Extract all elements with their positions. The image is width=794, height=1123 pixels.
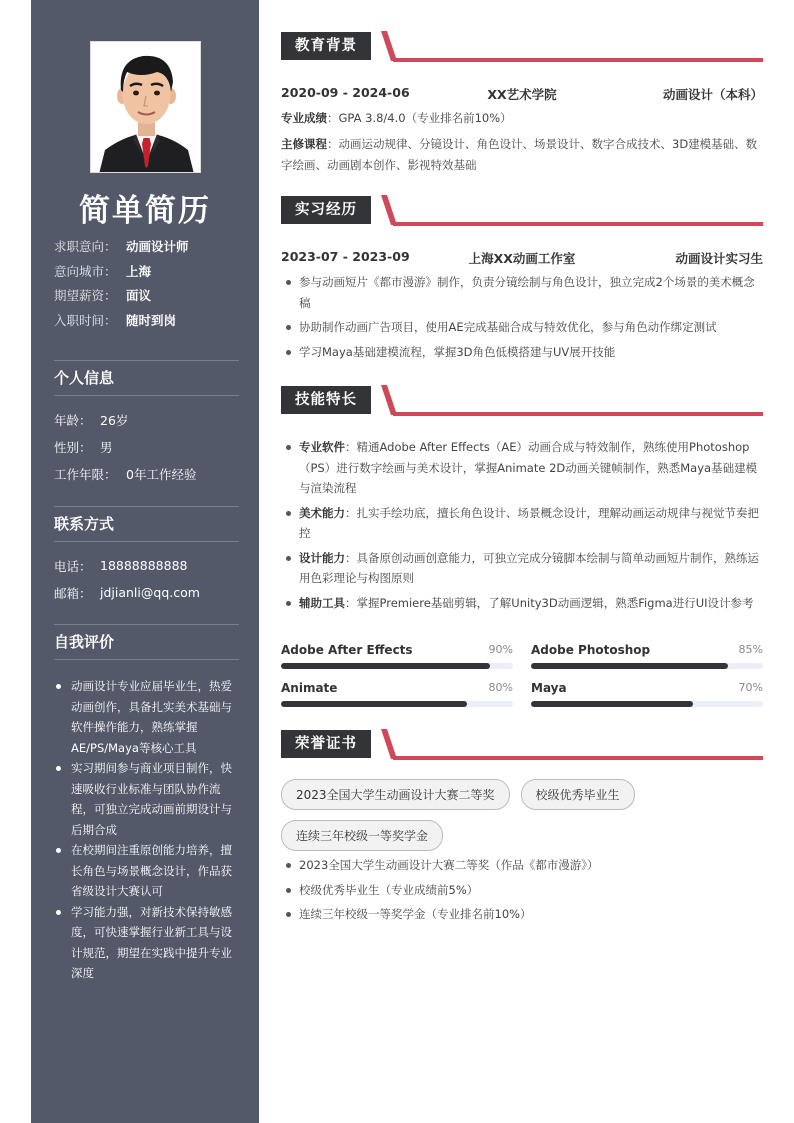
personal-info-section <box>54 360 239 487</box>
education-grade <box>281 108 763 129</box>
grade-label: 专业成绩 <box>281 111 327 125</box>
personal-info-row <box>54 406 239 433</box>
internship-section-title <box>281 196 763 226</box>
internship-date: 2023-07 - 2023-09 <box>281 249 410 264</box>
section-heading: 技能特长 <box>281 386 371 414</box>
list-item: 参与动画短片《都市漫游》制作，负责分镜绘制与角色设计，独立完成2个场景的美术概念稿 <box>281 272 763 313</box>
section-underline <box>393 412 763 416</box>
info-value: 0年工作经验 <box>126 466 197 482</box>
skills-list <box>281 437 763 617</box>
sidebar <box>31 0 259 1123</box>
honor-tags <box>281 779 763 861</box>
skill-bar-fill <box>281 701 467 707</box>
section-heading: 实习经历 <box>281 196 371 224</box>
intent-value: 面议 <box>126 288 152 303</box>
skill-bar-track <box>531 701 763 707</box>
phone-value: 18888888888 <box>100 558 188 573</box>
list-item <box>281 503 763 544</box>
intent-key: 入职时间： <box>54 312 117 328</box>
intent-key: 意向城市： <box>54 263 117 279</box>
intent-value: 动画设计师 <box>126 239 189 254</box>
education-school: XX艺术学院 <box>487 87 557 102</box>
list-item: 校级优秀毕业生（专业成绩前5%） <box>281 880 763 901</box>
list-item: 在校期间注重原创能力培养，擅长角色与场景概念设计，作品获省级设计大赛认可 <box>54 840 239 902</box>
list-item <box>281 548 763 589</box>
email-value: jdjianli@qq.com <box>100 585 200 600</box>
skill-key: 专业软件 <box>299 440 345 454</box>
skill-bar <box>281 681 513 707</box>
honor-tag: 校级优秀毕业生 <box>521 779 635 810</box>
resume-title: 简单简历 <box>79 193 211 229</box>
personal-info-row <box>54 460 239 487</box>
skill-bar-fill <box>531 701 693 707</box>
avatar <box>90 41 201 173</box>
internship-company: 上海XX动画工作室 <box>468 251 576 266</box>
skill-value: ：掌握Premiere基础剪辑，了解Unity3D动画逻辑，熟悉Figma进行UI设计参考 <box>345 595 754 610</box>
slash-decoration-icon <box>381 729 397 759</box>
slash-decoration-icon <box>381 31 397 61</box>
skill-bar-fill <box>281 663 490 669</box>
skill-bar <box>531 643 763 669</box>
list-item: 2023全国大学生动画设计大赛二等奖（作品《都市漫游》） <box>281 855 763 876</box>
skill-bar-fill <box>531 663 728 669</box>
intent-value: 随时到岗 <box>126 312 177 328</box>
list-item: 学习能力强，对新技术保持敏感度，可快速掌握行业新工具与设计规范，期望在实践中提升专业深度 <box>54 902 239 984</box>
skill-bar-track <box>281 663 513 669</box>
contact-key: 邮箱： <box>54 585 92 601</box>
education-major: 动画设计（本科） <box>663 87 764 102</box>
list-item: 协助制作动画广告项目，使用AE完成基础合成与特效优化，参与角色动作绑定测试 <box>281 317 763 338</box>
section-underline <box>393 222 763 226</box>
skill-bar <box>531 681 763 707</box>
skill-bar-name: Adobe Photoshop <box>531 643 651 657</box>
avatar-illustration <box>91 42 201 173</box>
list-item: 动画设计专业应届毕业生，热爱动画创作，具备扎实美术基础与软件操作能力，熟练掌握AE/PS/Maya等核心工具 <box>54 676 239 758</box>
self-evaluation-heading: 自我评价 <box>54 624 239 660</box>
personal-info-row <box>54 433 239 460</box>
skill-bar-percent: 85% <box>738 643 763 656</box>
list-item <box>281 437 763 499</box>
grade-value: ：GPA 3.8/4.0（专业排名前10%） <box>327 111 512 125</box>
contact-heading: 联系方式 <box>54 506 239 542</box>
info-key: 年龄： <box>54 412 92 428</box>
honors-list <box>281 855 763 929</box>
self-evaluation-list <box>54 676 239 984</box>
section-heading: 教育背景 <box>281 32 371 60</box>
intent-value: 上海 <box>126 263 152 279</box>
intent-key: 求职意向： <box>54 239 117 254</box>
skill-key: 美术能力 <box>299 505 345 520</box>
skill-bar <box>281 643 513 669</box>
courses-value: ：动画运动规律、分镜设计、角色设计、场景设计、数字合成技术、3D建模基础、数字绘画、动画剧本创作、影视特效基础 <box>281 137 758 172</box>
intent-row <box>54 286 244 311</box>
courses-label: 主修课程 <box>281 137 327 151</box>
skill-value: ：扎实手绘功底，擅长角色设计、场景概念设计，理解动画运动规律与视觉节奏把控 <box>299 505 759 540</box>
self-evaluation-section <box>54 624 239 984</box>
list-item: 实习期间参与商业项目制作，快速吸收行业标准与团队协作流程，可独立完成动画前期设计与后期合成 <box>54 758 239 840</box>
skill-bar-name: Maya <box>531 681 567 695</box>
intent-row <box>54 262 244 287</box>
contact-row <box>54 552 239 579</box>
list-item: 学习Maya基础建模流程，掌握3D角色低模搭建与UV展开技能 <box>281 342 763 363</box>
internship-list <box>281 272 763 366</box>
skill-bar-track <box>281 701 513 707</box>
skill-key: 设计能力 <box>299 550 345 565</box>
internship-row <box>281 249 763 267</box>
contact-key: 电话： <box>54 558 92 574</box>
skill-value: ：具备原创动画创意能力，可独立完成分镜脚本绘制与简单动画短片制作，熟练运用色彩理论与构图原则 <box>299 550 759 585</box>
slash-decoration-icon <box>381 195 397 225</box>
info-key: 性别： <box>54 439 92 455</box>
education-row <box>281 85 763 103</box>
section-underline <box>393 58 763 62</box>
honor-tag: 连续三年校级一等奖学金 <box>281 820 443 851</box>
skill-bar-track <box>531 663 763 669</box>
skill-bar-percent: 80% <box>488 681 513 694</box>
info-value: 26岁 <box>100 412 129 428</box>
education-date: 2020-09 - 2024-06 <box>281 85 410 100</box>
personal-info-heading: 个人信息 <box>54 360 239 396</box>
skills-section-title <box>281 386 763 416</box>
skill-bar-percent: 90% <box>488 643 513 656</box>
list-item: 连续三年校级一等奖学金（专业排名前10%） <box>281 904 763 925</box>
list-item <box>281 593 763 614</box>
education-section-title <box>281 32 763 62</box>
skill-value: ：精通Adobe After Effects（AE）动画合成与特效制作，熟练使用Photoshop（PS）进行数字绘画与美术设计，掌握Animate 2D动画关键帧制作，熟悉Maya基础建模与渲染流程 <box>299 440 758 495</box>
intent-key: 期望薪资： <box>54 288 117 303</box>
job-intent <box>54 237 244 335</box>
section-heading: 荣誉证书 <box>281 730 371 758</box>
contact-row <box>54 579 239 606</box>
info-value: 男 <box>100 439 113 455</box>
honors-section-title <box>281 730 763 760</box>
info-key: 工作年限： <box>54 466 117 482</box>
skill-key: 辅助工具 <box>299 595 345 610</box>
contact-section <box>54 506 239 606</box>
intent-row <box>54 237 244 262</box>
skill-bar-percent: 70% <box>738 681 763 694</box>
section-underline <box>393 756 763 760</box>
intent-row <box>54 311 244 336</box>
slash-decoration-icon <box>381 385 397 415</box>
skill-bar-name: Adobe After Effects <box>281 643 413 657</box>
honor-tag: 2023全国大学生动画设计大赛二等奖 <box>281 779 510 810</box>
internship-role: 动画设计实习生 <box>675 251 764 266</box>
education-courses <box>281 134 763 176</box>
skill-bar-name: Animate <box>281 681 338 695</box>
